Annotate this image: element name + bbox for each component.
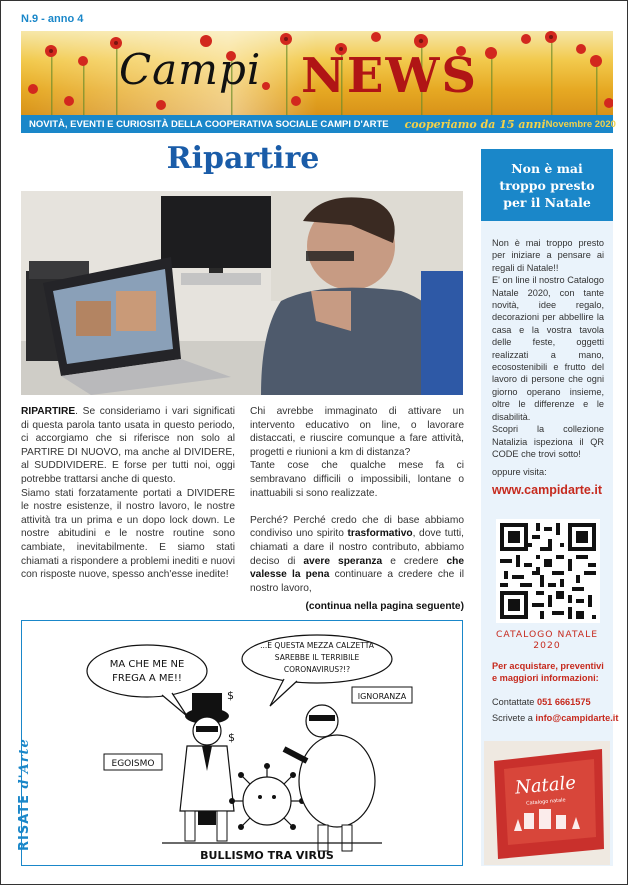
tagline: cooperiamo da 15 anni bbox=[404, 117, 546, 131]
paragraph-3: Chi avrebbe immaginato di attivare un intervento educativo on line, o lavorare distaccati, e riuscire comunque a fare attività, progetti e riunioni a km di distanza? bbox=[250, 406, 464, 458]
dollar-sign: $ bbox=[227, 689, 234, 702]
egoismo-tag: EGOISMO bbox=[111, 759, 155, 769]
arte-label: d'Arte bbox=[17, 738, 32, 789]
article-column-2 bbox=[250, 405, 464, 595]
bubble-left-line-2: FREGA A ME!! bbox=[112, 673, 182, 684]
contact-phone bbox=[492, 697, 591, 707]
bold-run: che valesse la pena bbox=[250, 555, 464, 581]
bold-run: trasformativo bbox=[347, 528, 413, 540]
cover-subtitle: Catalogo natale bbox=[525, 797, 566, 807]
text-run: continuare a credere che il nostro lavoro, bbox=[250, 569, 464, 594]
article-photo bbox=[21, 191, 463, 395]
dollar-sign: $ bbox=[228, 731, 235, 744]
paragraph-1-text: . Se consideriamo i vari significati di questa parola tanto usata in questo periodo, ci accorgiamo che si riferisce non solo al PARTIRE DI NUOVO, ma anche al DIVIDERE, al SUDDIVIDERE. E forse per tutti noi, oggi potrebbe trattarsi anche di questo. bbox=[21, 406, 235, 485]
risate-darte-label bbox=[17, 738, 32, 851]
risate-label: RISATE bbox=[17, 793, 32, 851]
continue-note: (continua nella pagina seguente) bbox=[305, 601, 464, 612]
email-address[interactable]: info@campidarte.it bbox=[535, 713, 619, 723]
catalogo-cover bbox=[484, 741, 610, 865]
paragraph-5 bbox=[250, 514, 464, 596]
sidebar-paragraph: Non è mai troppo presto per iniziare a pensare ai regali di Natale!! bbox=[492, 238, 604, 273]
contact-email bbox=[492, 713, 618, 723]
phone-number[interactable]: 051 6661575 bbox=[536, 697, 591, 707]
qr-code[interactable] bbox=[496, 519, 600, 623]
sidebar-heading-line: troppo presto bbox=[499, 178, 595, 193]
cover-title: Natale bbox=[514, 772, 577, 799]
text-run: , dove tutti, chiamati a dare il nostro contributo, abbiamo deciso di bbox=[250, 528, 464, 567]
qr-code-graphic bbox=[496, 519, 600, 623]
text-run: Perché? Perché credo che di base abbiamo condiviso uno spirito bbox=[250, 514, 464, 540]
strip-text: NOVITÀ, EVENTI E CURIOSITÀ DELLA COOPERATIVA SOCIALE CAMPI D'ARTE bbox=[29, 118, 389, 130]
campi-logo: Campi bbox=[119, 45, 262, 94]
paragraph-2: Siamo stati forzatamente portati a DIVIDERE le nostre esistenze, il nostro lavoro, le nostre attività tra un prima e un dopo lock down. Le nostre abitudini e le nostre routine sono cambiate, inevitabilmente. E siamo stati chiamati a rispondere a problemi inediti e nuovi con risposte nuove, spesso anch'esse inedite! bbox=[21, 487, 235, 581]
paragraph-gap bbox=[250, 500, 464, 514]
bubble-right-line-3: CORONAVIRUS?!? bbox=[283, 665, 351, 674]
news-masthead: NEWS bbox=[301, 48, 479, 104]
issue-date: Novembre 2020 bbox=[545, 118, 616, 130]
paragraph-1 bbox=[21, 405, 235, 487]
sidebar-paragraph: E' on line il nostro Catalogo Natale 2020, con tante novità, idee regalo, decorazioni per abbellire la casa e la vostra tavola delle feste, oggetti realizzati a mano, ecosostenibili e frutto del lavoro di persone che ogni giorno operano insieme, oltre le differenze e le disabilità. bbox=[492, 275, 604, 422]
bubble-right-line-1: ...E QUESTA MEZZA CALZETTA bbox=[260, 641, 374, 650]
sidebar-heading-line: per il Natale bbox=[503, 195, 591, 210]
cartoon-illustration bbox=[22, 621, 463, 866]
cartoon-box bbox=[21, 620, 463, 866]
video-call-photo bbox=[21, 191, 463, 395]
sidebar-heading bbox=[481, 149, 613, 221]
sidebar-heading-line: Non è mai bbox=[511, 161, 583, 176]
paragraph-4: Tante cose che qualche mese fa ci sembravano difficili o impossibili, lontane o inattuabili si sono realizzate. bbox=[250, 460, 464, 499]
catalogo-cover-graphic bbox=[484, 741, 610, 865]
cartoon-caption: BULLISMO TRA VIRUS bbox=[200, 849, 334, 862]
lead-word: RIPARTIRE bbox=[21, 406, 76, 417]
bubble-right-line-2: SAREBBE IL TERRIBILE bbox=[274, 653, 360, 662]
bubble-left-line-1: MA CHE ME NE bbox=[109, 659, 185, 670]
sidebar-body bbox=[492, 237, 604, 460]
website-link[interactable]: www.campidarte.it bbox=[492, 483, 602, 497]
article-column-1 bbox=[21, 405, 235, 582]
issue-number: N.9 - anno 4 bbox=[21, 13, 84, 25]
contact-label: Contattate bbox=[492, 697, 537, 707]
sidebar-paragraph: Scopri la collezione Natalizia ispeziona il QR CODE che trovi sotto! bbox=[492, 424, 604, 459]
natale-sidebar bbox=[481, 149, 619, 866]
email-label: Scrivete a bbox=[492, 713, 536, 723]
ignoranza-tag: IGNORANZA bbox=[357, 692, 407, 701]
bold-run: avere speranza bbox=[303, 555, 383, 567]
header-strip bbox=[21, 115, 616, 133]
text-run: e credere bbox=[382, 555, 447, 567]
article-title: Ripartire bbox=[166, 141, 320, 176]
per-acquistare: Per acquistare, preventivi e maggiori informazioni: bbox=[492, 661, 604, 683]
oppure-label: oppure visita: bbox=[492, 467, 547, 477]
catalogo-caption: CATALOGO NATALE 2020 bbox=[495, 629, 598, 651]
